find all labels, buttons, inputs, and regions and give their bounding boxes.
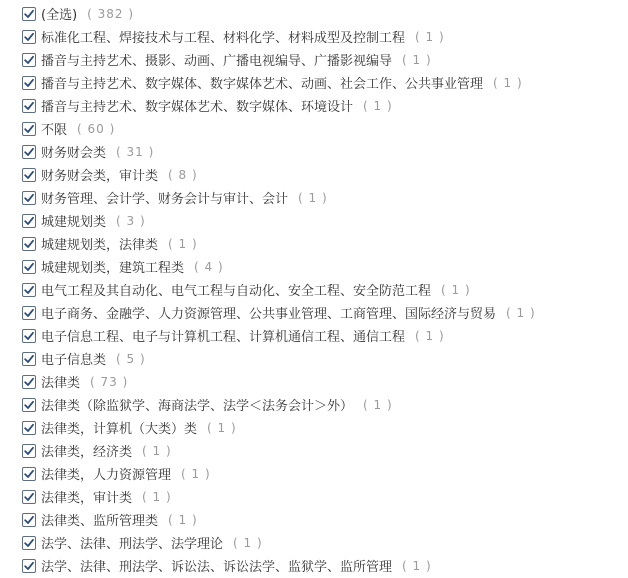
filter-option-count: ( 1 ) [207,420,237,435]
filter-option-checkbox[interactable] [22,53,36,67]
filter-option-item[interactable] [22,485,628,508]
filter-option-count: ( 1 ) [168,236,198,251]
checkmark-icon [24,147,34,157]
checkmark-icon [24,469,34,479]
checkmark-icon [24,446,34,456]
select-all-checkbox[interactable] [22,7,36,21]
checkmark-icon [24,354,34,364]
filter-option-label: 法学、法律、刑法学、诉讼法、诉讼法学、监狱学、监所管理 [41,560,393,575]
filter-option-count: ( 1 ) [402,558,432,573]
checkmark-icon [24,101,34,111]
filter-option-checkbox[interactable] [22,375,36,389]
filter-option-count: ( 31 ) [116,144,155,159]
filter-option-item[interactable] [22,140,628,163]
filter-option-count: ( 1 ) [363,98,393,113]
filter-option-checkbox[interactable] [22,30,36,44]
filter-option-label: 法律类，人力资源管理 [41,468,172,483]
checkmark-icon [24,423,34,433]
filter-option-checkbox[interactable] [22,191,36,205]
filter-option-checkbox[interactable] [22,559,36,573]
filter-option-checkbox[interactable] [22,352,36,366]
filter-option-label: 电子信息类 [41,353,107,368]
filter-option-count: ( 1 ) [441,282,471,297]
filter-option-item[interactable] [22,186,628,209]
filter-option-count: ( 1 ) [402,52,432,67]
filter-option-label: 法学、法律、刑法学、法学理论 [41,537,224,552]
filter-option-checkbox[interactable] [22,467,36,481]
filter-option-item[interactable] [22,163,628,186]
filter-option-item[interactable] [22,393,628,416]
filter-option-checkbox[interactable] [22,329,36,343]
filter-option-label: 电子信息工程、电子与计算机工程、计算机通信工程、通信工程 [41,330,406,345]
filter-option-checkbox[interactable] [22,490,36,504]
filter-option-label: 法律类（除监狱学、海商法学、法学＜法务会计＞外） [41,399,354,414]
checkmark-icon [24,262,34,272]
filter-option-item[interactable] [22,416,628,439]
filter-option-item[interactable] [22,25,628,48]
checkmark-icon [24,285,34,295]
filter-option-checkbox[interactable] [22,122,36,136]
filter-option-count: ( 8 ) [168,167,198,182]
filter-option-count: ( 382 ) [87,6,135,21]
filter-option-count: ( 60 ) [77,121,116,136]
filter-option-item[interactable] [22,117,628,140]
filter-option-count: ( 1 ) [142,489,172,504]
filter-option-item[interactable] [22,370,628,393]
filter-option-label: 播音与主持艺术、摄影、动画、广播电视编导、广播影视编导 [41,54,393,69]
filter-option-count: ( 3 ) [116,213,146,228]
filter-option-checkbox[interactable] [22,306,36,320]
filter-option-label: 法律类、监所管理类 [41,514,159,529]
filter-option-count: ( 1 ) [168,512,198,527]
filter-option-item[interactable] [22,255,628,278]
checkmark-icon [24,492,34,502]
filter-option-count: ( 73 ) [90,374,129,389]
filter-option-label: 法律类，计算机（大类）类 [41,422,198,437]
filter-option-item[interactable] [22,301,628,324]
checkmark-icon [24,32,34,42]
checkmark-icon [24,216,34,226]
filter-option-label: 电气工程及其自动化、电气工程与自动化、安全工程、安全防范工程 [41,284,432,299]
filter-option-checkbox[interactable] [22,260,36,274]
filter-option-count: ( 1 ) [363,397,393,412]
filter-option-item[interactable] [22,531,628,554]
filter-option-checkbox[interactable] [22,536,36,550]
filter-option-checkbox[interactable] [22,76,36,90]
select-all-item[interactable] [22,2,628,25]
filter-option-checkbox[interactable] [22,237,36,251]
filter-option-count: ( 1 ) [181,466,211,481]
checkmark-icon [24,9,34,19]
filter-option-count: ( 1 ) [415,29,445,44]
filter-option-item[interactable] [22,508,628,531]
filter-option-label: 财务管理、会计学、财务会计与审计、会计 [41,192,289,207]
filter-option-item[interactable] [22,71,628,94]
checkmark-icon [24,239,34,249]
filter-option-checkbox[interactable] [22,444,36,458]
filter-option-label: 不限 [41,123,68,138]
checkmark-icon [24,55,34,65]
checkmark-icon [24,308,34,318]
checkmark-icon [24,78,34,88]
filter-option-count: ( 1 ) [233,535,263,550]
filter-option-item[interactable] [22,232,628,255]
filter-option-label: 播音与主持艺术、数字媒体、数字媒体艺术、动画、社会工作、公共事业管理 [41,77,484,92]
filter-option-count: ( 5 ) [116,351,146,366]
filter-option-item[interactable] [22,94,628,117]
filter-option-checkbox[interactable] [22,513,36,527]
filter-option-count: ( 1 ) [506,305,536,320]
filter-option-label: 城建规划类，建筑工程类 [41,261,185,276]
filter-option-item[interactable] [22,209,628,232]
checkmark-icon [24,561,34,571]
filter-option-label: 电子商务、金融学、人力资源管理、公共事业管理、工商管理、国际经济与贸易 [41,307,497,322]
checkmark-icon [24,331,34,341]
filter-option-checkbox[interactable] [22,145,36,159]
filter-option-checkbox[interactable] [22,99,36,113]
filter-option-count: ( 1 ) [142,443,172,458]
filter-option-label: 法律类 [41,376,81,391]
checkmark-icon [24,377,34,387]
filter-option-item[interactable] [22,554,628,577]
filter-option-label: (全选) [41,8,78,23]
filter-option-label: 法律类，审计类 [41,491,133,506]
checkmark-icon [24,400,34,410]
checkmark-icon [24,515,34,525]
filter-option-checkbox[interactable] [22,283,36,297]
filter-option-item[interactable] [22,462,628,485]
checkmark-icon [24,538,34,548]
filter-option-label: 财务财会类，审计类 [41,169,159,184]
filter-option-item[interactable] [22,347,628,370]
filter-option-label: 财务财会类 [41,146,107,161]
filter-option-checkbox[interactable] [22,398,36,412]
filter-option-label: 播音与主持艺术、数字媒体艺术、数字媒体、环境设计 [41,100,354,115]
filter-option-item[interactable] [22,439,628,462]
filter-option-item[interactable] [22,278,628,301]
filter-option-checkbox[interactable] [22,168,36,182]
filter-option-count: ( 4 ) [194,259,224,274]
filter-option-count: ( 1 ) [493,75,523,90]
filter-option-label: 城建规划类 [41,215,107,230]
filter-option-label: 城建规划类，法律类 [41,238,159,253]
filter-option-item[interactable] [22,48,628,71]
checkmark-icon [24,124,34,134]
filter-option-checkbox[interactable] [22,421,36,435]
filter-option-label: 标准化工程、焊接技术与工程、材料化学、材料成型及控制工程 [41,31,406,46]
filter-option-label: 法律类，经济类 [41,445,133,460]
filter-option-checkbox[interactable] [22,214,36,228]
checkmark-icon [24,193,34,203]
filter-option-count: ( 1 ) [415,328,445,343]
checkmark-icon [24,170,34,180]
filter-option-item[interactable] [22,324,628,347]
filter-option-count: ( 1 ) [298,190,328,205]
